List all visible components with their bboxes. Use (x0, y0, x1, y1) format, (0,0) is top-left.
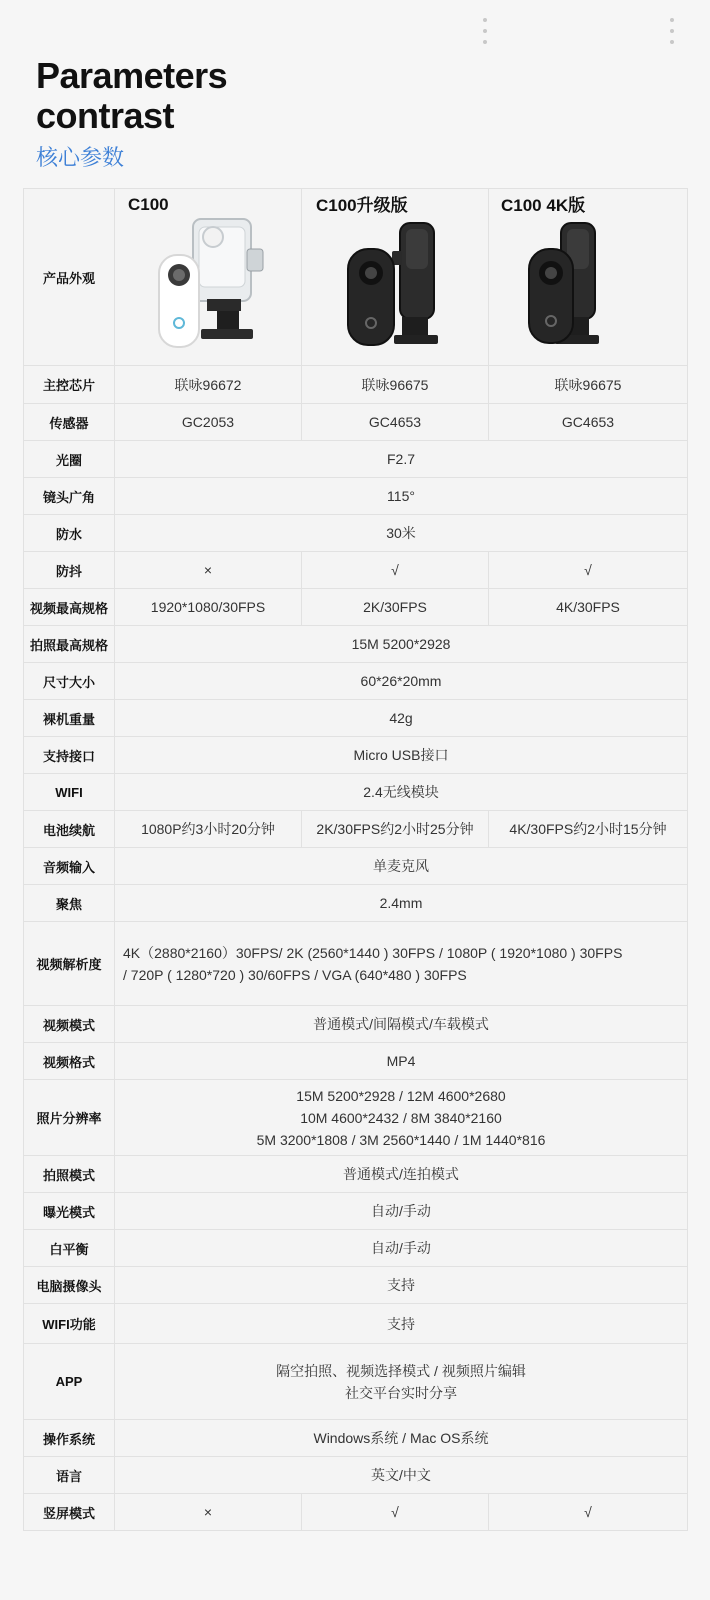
cell-value: 2.4mm (115, 885, 688, 922)
table-row (24, 366, 688, 404)
table-row (24, 626, 688, 663)
row-label: 支持接口 (24, 737, 115, 774)
cell-value: 60*26*20mm (115, 663, 688, 700)
row-label: 裸机重量 (24, 700, 115, 737)
row-label: 聚焦 (24, 885, 115, 922)
cell-value: 自动/手动 (115, 1230, 688, 1267)
cell-value: 15M 5200*2928 (115, 626, 688, 663)
row-label: 防抖 (24, 552, 115, 589)
cell-value (115, 1344, 688, 1420)
row-label: APP (24, 1344, 115, 1420)
table-row (24, 478, 688, 515)
camera-black-image (302, 189, 489, 366)
scroll-dots-left (482, 18, 488, 51)
row-label: 白平衡 (24, 1230, 115, 1267)
row-label: 音频输入 (24, 848, 115, 885)
cell-line: 社交平台实时分享 (345, 1384, 457, 1401)
table-row (24, 811, 688, 848)
cell-value: GC4653 (489, 404, 688, 441)
row-label: 电脑摄像头 (24, 1267, 115, 1304)
camera-white-image (115, 189, 302, 366)
table-row (24, 1304, 688, 1344)
page-title (36, 56, 227, 136)
row-label: 视频模式 (24, 1006, 115, 1043)
table-row (24, 404, 688, 441)
page-title-line1: Parameters (36, 55, 228, 96)
row-label: 光圈 (24, 441, 115, 478)
row-label: 尺寸大小 (24, 663, 115, 700)
row-label: 拍照最高规格 (24, 626, 115, 663)
table-row (24, 1230, 688, 1267)
cell-value: 英文/中文 (115, 1457, 688, 1494)
table-row (24, 1043, 688, 1080)
row-label: 操作系统 (24, 1420, 115, 1457)
table-row (24, 885, 688, 922)
cell-value: 自动/手动 (115, 1193, 688, 1230)
cell-value: Windows系统 / Mac OS系统 (115, 1420, 688, 1457)
table-row (24, 737, 688, 774)
cell-value: √ (302, 552, 489, 589)
product-cell-c100 (115, 189, 302, 366)
row-label: 视频最高规格 (24, 589, 115, 626)
spec-comparison-table (23, 188, 688, 1531)
table-row (24, 848, 688, 885)
cell-value: 支持 (115, 1267, 688, 1304)
cell-line: 5M 3200*1808 / 3M 2560*1440 / 1M 1440*816 (256, 1131, 546, 1148)
table-row (24, 663, 688, 700)
cell-line: 4K（2880*2160）30FPS/ 2K (2560*1440 ) 30FPS / 1080P ( 1920*1080 ) 30FPS (123, 944, 623, 961)
row-label: 传感器 (24, 404, 115, 441)
cell-value: × (115, 552, 302, 589)
table-row (24, 589, 688, 626)
model-name: C100 4K版 (501, 196, 586, 215)
cell-value: 普通模式/间隔模式/车载模式 (115, 1006, 688, 1043)
cell-value: 4K/30FPS约2小时15分钟 (489, 811, 688, 848)
scroll-dots-right (669, 18, 675, 51)
cell-value: 1920*1080/30FPS (115, 589, 302, 626)
row-label: 防水 (24, 515, 115, 552)
cell-line: 隔空拍照、视频选择模式 / 视频照片编辑 (276, 1362, 526, 1379)
row-label: WIFI (24, 774, 115, 811)
table-row (24, 1344, 688, 1420)
cell-value: 30米 (115, 515, 688, 552)
cell-value: 1080P约3小时20分钟 (115, 811, 302, 848)
row-label: 语言 (24, 1457, 115, 1494)
cell-value: 2K/30FPS约2小时25分钟 (302, 811, 489, 848)
table-row (24, 774, 688, 811)
cell-value: GC2053 (115, 404, 302, 441)
table-row (24, 1420, 688, 1457)
cell-value: 普通模式/连拍模式 (115, 1156, 688, 1193)
cell-value: 2K/30FPS (302, 589, 489, 626)
table-row (24, 700, 688, 737)
row-label: 竖屏模式 (24, 1494, 115, 1531)
row-label: 照片分辨率 (24, 1080, 115, 1156)
cell-value: 115° (115, 478, 688, 515)
row-label: WIFI功能 (24, 1304, 115, 1344)
table-row (24, 552, 688, 589)
table-row (24, 1156, 688, 1193)
model-name: C100升级版 (316, 196, 408, 215)
table-row (24, 922, 688, 1006)
cell-value: Micro USB接口 (115, 737, 688, 774)
cell-value: √ (489, 552, 688, 589)
cell-value: 4K/30FPS (489, 589, 688, 626)
cell-value: 支持 (115, 1304, 688, 1344)
cell-value: MP4 (115, 1043, 688, 1080)
cell-value: 42g (115, 700, 688, 737)
row-label: 曝光模式 (24, 1193, 115, 1230)
row-label: 视频格式 (24, 1043, 115, 1080)
cell-value: 联咏96672 (115, 366, 302, 404)
page-title-line2: contrast (36, 95, 175, 136)
row-label: 镜头广角 (24, 478, 115, 515)
table-row (24, 1193, 688, 1230)
table-row (24, 1267, 688, 1304)
page-subtitle: 核心参数 (36, 145, 125, 170)
cell-value: 联咏96675 (489, 366, 688, 404)
table-row (24, 1457, 688, 1494)
table-row (24, 1494, 688, 1531)
row-label: 视频解析度 (24, 922, 115, 1006)
cell-line: 10M 4600*2432 / 8M 3840*2160 (300, 1109, 502, 1126)
cell-line: 15M 5200*2928 / 12M 4600*2680 (296, 1087, 506, 1104)
table-row (24, 1080, 688, 1156)
row-label: 拍照模式 (24, 1156, 115, 1193)
product-cell-c100-4k (489, 189, 688, 366)
cell-value: √ (489, 1494, 688, 1531)
cell-value: √ (302, 1494, 489, 1531)
cell-value: 单麦克风 (115, 848, 688, 885)
product-cell-c100-upgrade (302, 189, 489, 366)
table-row (24, 1006, 688, 1043)
cell-value (115, 922, 688, 1006)
camera-black-image (489, 189, 688, 366)
table-row (24, 189, 688, 366)
cell-value: F2.7 (115, 441, 688, 478)
row-label: 电池续航 (24, 811, 115, 848)
cell-value: 联咏96675 (302, 366, 489, 404)
row-label: 产品外观 (24, 189, 115, 366)
table-row (24, 515, 688, 552)
table-row (24, 441, 688, 478)
cell-line: / 720P ( 1280*720 ) 30/60FPS / VGA (640*480 ) 30FPS (123, 966, 467, 983)
cell-value: 2.4无线模块 (115, 774, 688, 811)
cell-value: × (115, 1494, 302, 1531)
cell-value: GC4653 (302, 404, 489, 441)
cell-value (115, 1080, 688, 1156)
row-label: 主控芯片 (24, 366, 115, 404)
model-name: C100 (128, 195, 169, 214)
